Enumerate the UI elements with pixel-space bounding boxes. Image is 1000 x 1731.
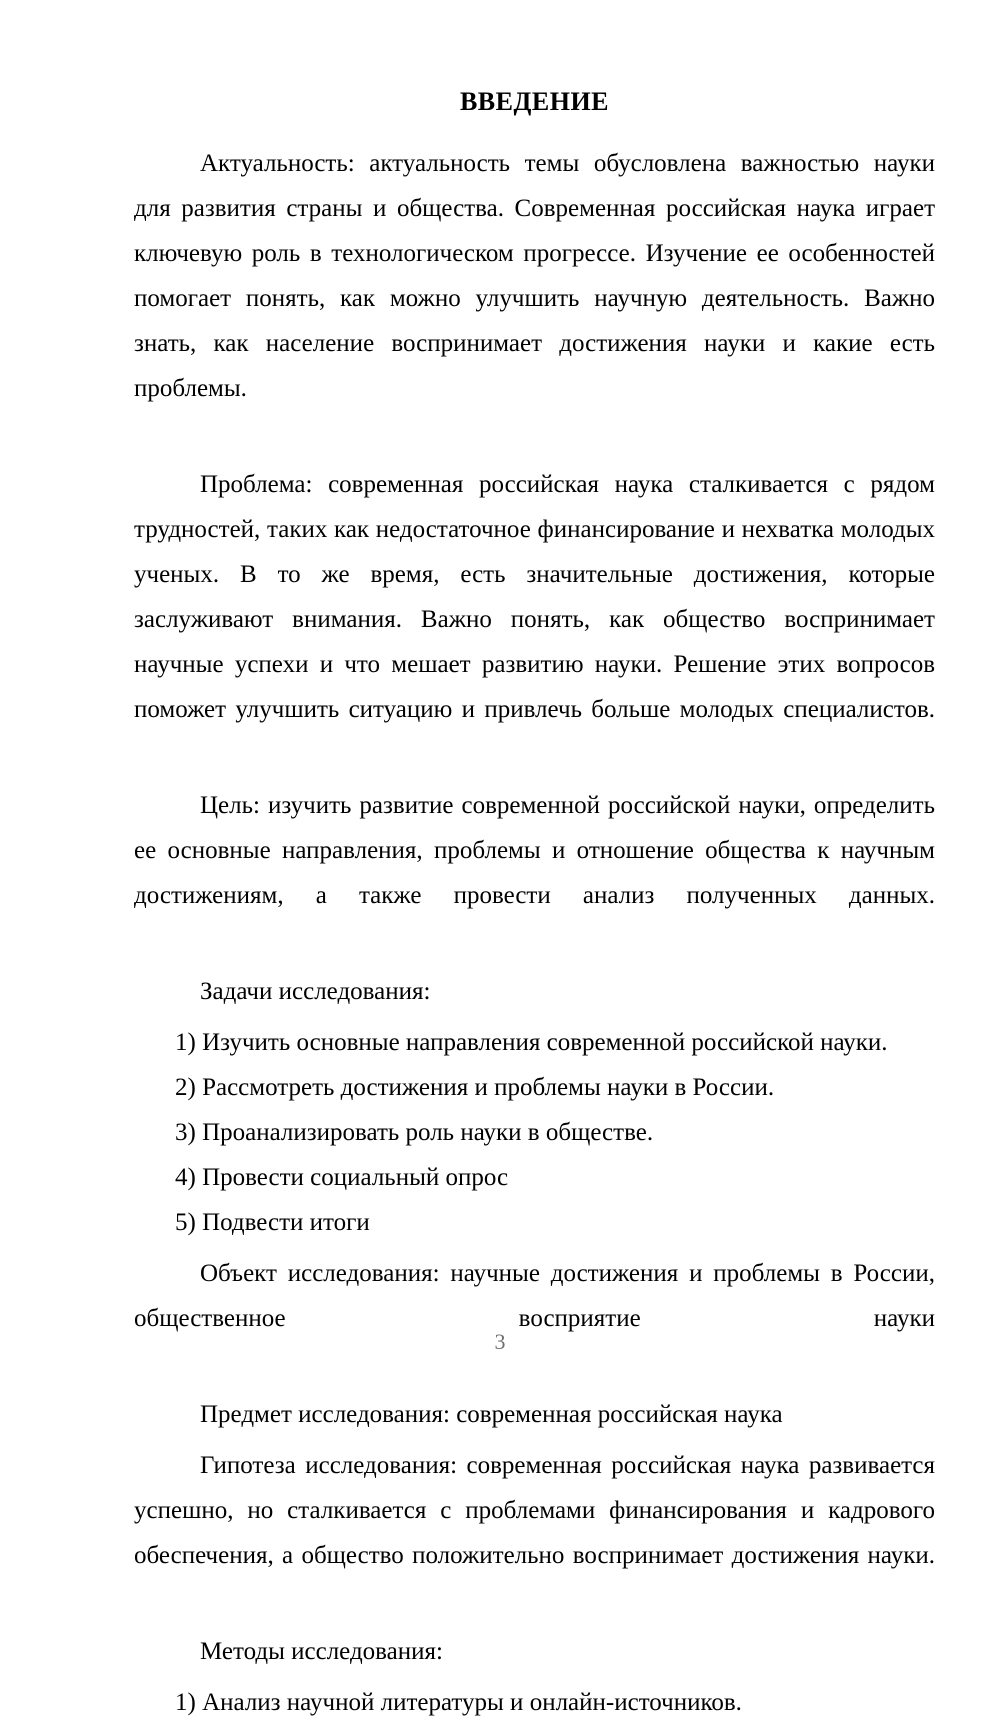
paragraph-goal: Цель: изучить развитие современной российской науки, определить ее основные направления, проблемы и отношение общества к научным достижениям, а также провести анализ полученных данных. bbox=[134, 791, 935, 909]
page-title: ВВЕДЕНИЕ bbox=[459, 87, 610, 116]
list-item: 3) Проанализировать роль науки в обществе. bbox=[175, 1118, 654, 1146]
methods-list bbox=[134, 1680, 935, 1725]
methods-heading: Методы исследования: bbox=[200, 1637, 443, 1665]
page-number: 3 bbox=[494, 1329, 506, 1354]
paragraph-relevance: Актуальность: актуальность темы обусловлена важностью науки для развития страны и общества. Современная российская наука играет ключевую роль в технологическом прогрессе. Изучение ее особенностей помогает понять, как можно улучшить научную деятельность. Важно знать, как население воспринимает достижения науки и какие есть проблемы. bbox=[134, 149, 935, 402]
paragraph-subject: Предмет исследования: современная российская наука bbox=[200, 1400, 783, 1428]
paragraph-hypothesis: Гипотеза исследования: современная российская наука развивается успешно, но сталкивается с проблемами финансирования и кадрового обеспечения, а общество положительно воспринимает достижения науки. bbox=[134, 1451, 935, 1569]
list-item: 4) Провести социальный опрос bbox=[175, 1163, 509, 1191]
list-item: 1) Изучить основные направления современной российской науки. bbox=[175, 1028, 888, 1056]
list-item: 2) Рассмотреть достижения и проблемы науки в России. bbox=[175, 1073, 775, 1101]
tasks-list bbox=[134, 1020, 935, 1245]
tasks-heading: Задачи исследования: bbox=[200, 977, 431, 1005]
list-item: 1) Анализ научной литературы и онлайн-источников. bbox=[175, 1688, 742, 1716]
document-body bbox=[134, 86, 935, 1731]
paragraph-problem: Проблема: современная российская наука сталкивается с рядом трудностей, таких как недостаточное финансирование и нехватка молодых ученых. В то же время, есть значительные достижения, которые заслуживают внимания. Важно понять, как общество воспринимает научные успехи и что мешает развитию науки. Решение этих вопросов поможет улучшить ситуацию и привлечь больше молодых специалистов. bbox=[134, 470, 935, 723]
list-item: 5) Подвести итоги bbox=[175, 1208, 370, 1236]
paragraph-object: Объект исследования: научные достижения и проблемы в России, общественное восприятие науки bbox=[134, 1259, 935, 1332]
